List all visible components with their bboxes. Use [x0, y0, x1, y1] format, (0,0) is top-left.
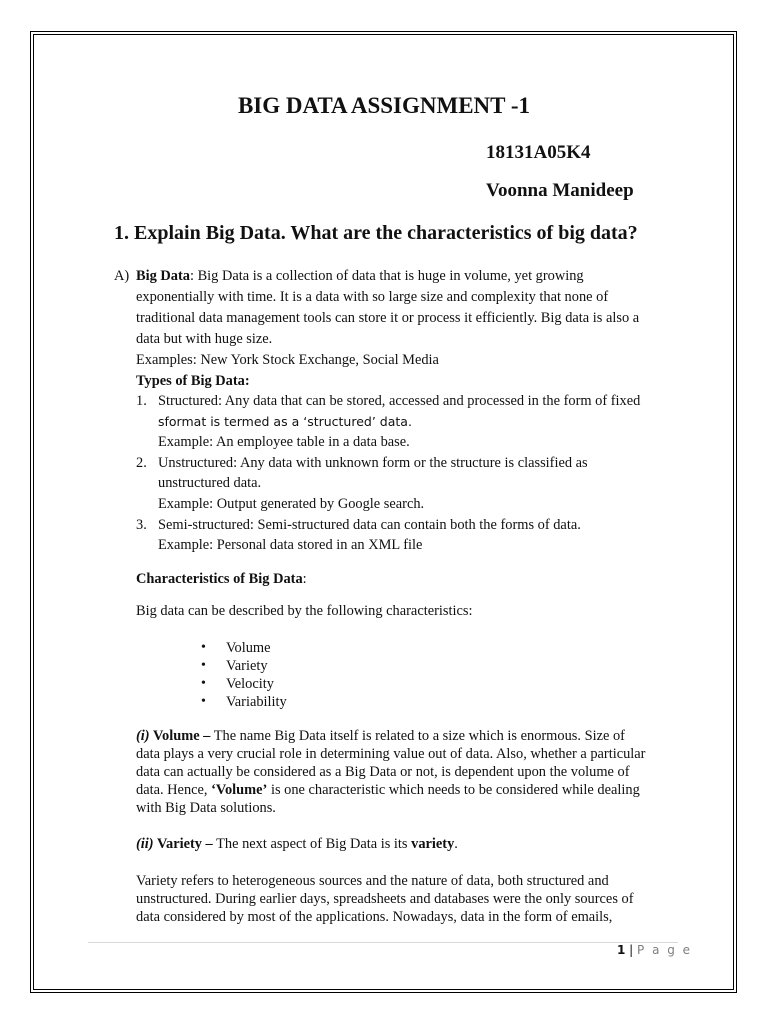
type-structured-example: Example: An employee table in a data base.: [158, 434, 410, 450]
def-line-1: Big Data: Big Data is a collection of data that is huge in volume, yet growing: [136, 268, 584, 284]
type-number: 3.: [136, 517, 147, 533]
type-semistructured-example: Example: Personal data stored in an XML file: [158, 537, 423, 553]
types-heading: Types of Big Data:: [136, 373, 250, 389]
type-unstructured-example: Example: Output generated by Google search.: [158, 496, 425, 512]
variety-para: (ii) Variety – The next aspect of Big Data is its variety.: [136, 836, 458, 852]
bullet-item: Variability: [226, 694, 287, 710]
type-unstructured-line-1: Unstructured: Any data with unknown form or the structure is classified as: [158, 455, 588, 471]
type-number: 2.: [136, 455, 147, 471]
question-text: Explain Big Data. What are the characteristics of big data?: [134, 222, 638, 244]
page-footer: 1 | P a g e: [617, 943, 693, 957]
student-name: Voonna Manideep: [486, 180, 634, 201]
page-label: P a g e: [637, 943, 693, 957]
def-line-4: data but with huge size.: [136, 331, 273, 347]
characteristics-heading: Characteristics of Big Data:: [136, 571, 307, 587]
bullet-dot: •: [201, 676, 206, 691]
footer-rule: [88, 942, 678, 943]
bullet-item: Variety: [226, 658, 268, 674]
variety-detail-line-2: unstructured. During earlier days, spreadsheets and databases were the only sources of: [136, 891, 634, 907]
type-semistructured-line-1: Semi-structured: Semi-structured data can contain both the forms of data.: [158, 517, 581, 533]
answer-marker: A): [114, 268, 130, 284]
characteristics-intro: Big data can be described by the following characteristics:: [136, 603, 473, 619]
def-term: Big Data: [136, 268, 190, 284]
question-heading: [114, 222, 638, 245]
bullet-dot: •: [201, 640, 206, 655]
page-number: 1: [617, 943, 626, 957]
type-unstructured-line-2: unstructured data.: [158, 475, 262, 491]
document-title: BIG DATA ASSIGNMENT -1: [237, 93, 531, 118]
def-line-3: traditional data management tools can store it or process it efficiently. Big data is also a: [136, 310, 640, 326]
roll-number: 18131A05K4: [486, 142, 591, 163]
variety-detail-line-3: data considered by most of the applications. Nowadays, data in the form of emails,: [136, 909, 613, 925]
volume-para-line-4: data. Hence, ‘Volume’ is one characteristic which needs to be considered while dealing: [136, 782, 640, 798]
type-structured-line-1: Structured: Any data that can be stored, accessed and processed in the form of fixed: [158, 393, 641, 409]
examples-line: Examples: New York Stock Exchange, Social Media: [136, 352, 439, 368]
type-number: 1.: [136, 393, 147, 409]
def-line-2: exponentially with time. It is a data with so large size and complexity that none of: [136, 289, 609, 305]
volume-para-line-5: with Big Data solutions.: [136, 800, 276, 816]
bullet-item: Velocity: [226, 676, 274, 692]
type-structured-line-2: sformat is termed as a ‘structured’ data.: [158, 414, 412, 429]
variety-detail-line-1: Variety refers to heterogeneous sources and the nature of data, both structured and: [136, 873, 609, 889]
bullet-dot: •: [201, 694, 206, 709]
volume-para-line-2: data plays a very crucial role in determining value out of data. Also, whether a particular: [136, 746, 646, 762]
volume-para-line-3: data can actually be considered as a Big Data or not, is dependent upon the volume of: [136, 764, 630, 780]
bullet-item: Volume: [226, 640, 271, 656]
volume-para-line-1: (i) Volume – The name Big Data itself is related to a size which is enormous. Size of: [136, 728, 625, 744]
bullet-dot: •: [201, 658, 206, 673]
question-number: 1.: [114, 222, 129, 244]
